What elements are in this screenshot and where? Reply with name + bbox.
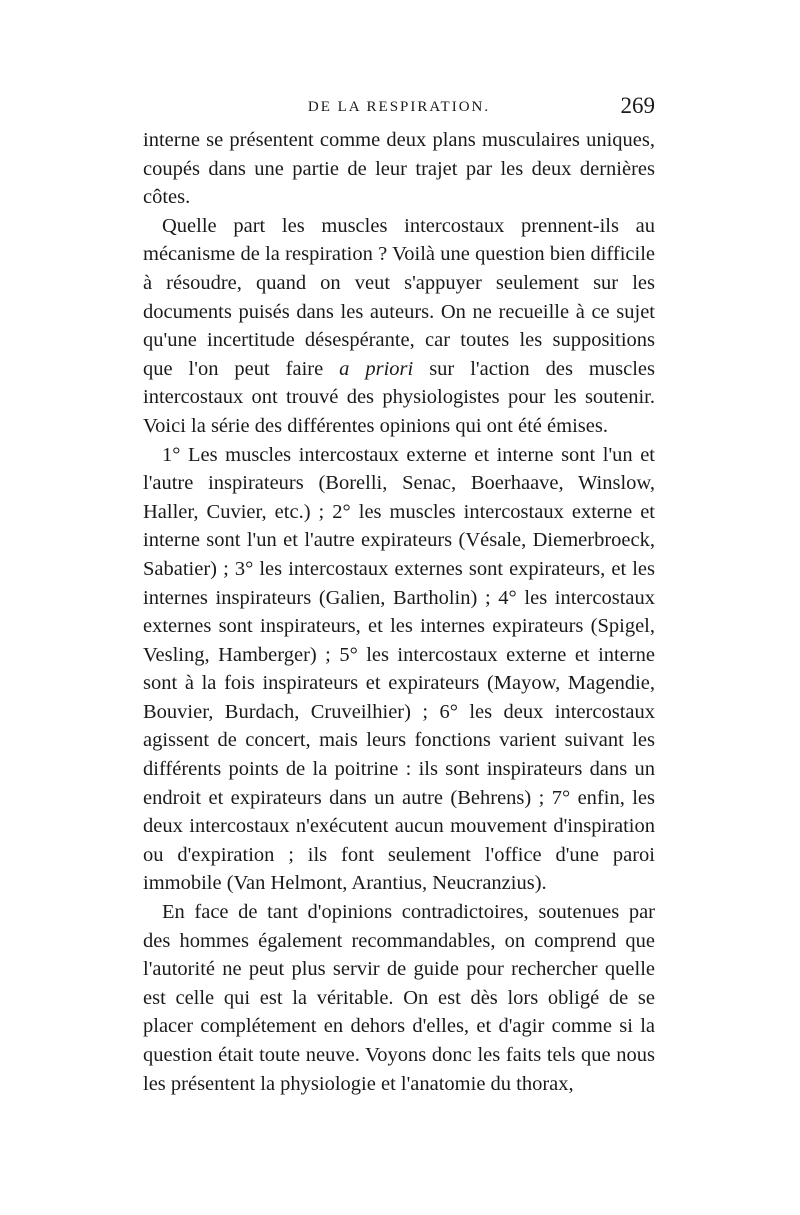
paragraph-conclusion: En face de tant d'opinions contradictoires, soutenues par des hommes également recommandables, on comprend que l'autorité ne peut plus servir de guide pour rechercher quelle est celle qui est la véritable. On est dès lors obligé de se placer complétement en dehors d'elles, et d'agir comme si la question était toute neuve. Voyons donc les faits tels que nous les présentent la physiologie et l'anatomie du thorax,	[143, 901, 655, 1095]
paragraph-text-after-italic: sur l'action des muscles intercostaux ont trouvé des physiologistes pour les soutenir. Voici la série des différentes opinions qui ont été émises.	[143, 357, 655, 437]
paragraph-continuation: interne se présentent comme deux plans musculaires uniques, coupés dans une partie de leur trajet par les deux dernières côtes.	[143, 129, 655, 209]
running-title: DE LA RESPIRATION.	[307, 99, 491, 115]
italic-phrase: a priori	[339, 357, 414, 380]
paragraph-opinions-list: 1° Les muscles intercostaux externe et interne sont l'un et l'autre inspirateurs (Borelli, Senac, Boerhaave, Winslow, Haller, Cuvier, etc.) ; 2° les muscles intercostaux externe et interne sont l'un et l'autre expirateurs (Vésale, Diemerbroeck, Sabatier) ; 3° les intercostaux externes sont expirateurs, et les internes inspirateurs (Galien, Bartholin) ; 4° les intercostaux externes sont inspirateurs, et les internes expirateurs (Spigel, Vesling, Hamberger) ; 5° les intercostaux externe et interne sont à la fois inspirateurs et expirateurs (Mayow, Magendie, Bouvier, Burdach, Cruveilhier) ; 6° les deux intercostaux agissent de concert, mais leurs fonctions varient suivant les différents points de la poitrine : ils sont inspirateurs dans un endroit et expirateurs dans un autre (Behrens) ; 7° enfin, les deux intercostaux n'exécutent aucun mouvement d'inspiration ou d'expiration ; ils font seulement l'office d'une paroi immobile (Van Helmont, Arantius, Neucranzius).	[143, 443, 655, 895]
paragraph-intercostal-question	[143, 212, 655, 441]
paragraph-text-before-italic: Quelle part les muscles intercostaux prennent-ils au mécanisme de la respiration ? Voilà une question bien difficile à résoudre, quand on veut s'appuyer seulement sur les documents puisés dans les auteurs. On ne recueille à ce sujet qu'une incertitude désespérante, car toutes les suppositions que l'on peut faire	[143, 214, 655, 380]
running-head	[143, 93, 655, 123]
page-number: 269	[620, 93, 655, 118]
body-text	[143, 126, 655, 1098]
